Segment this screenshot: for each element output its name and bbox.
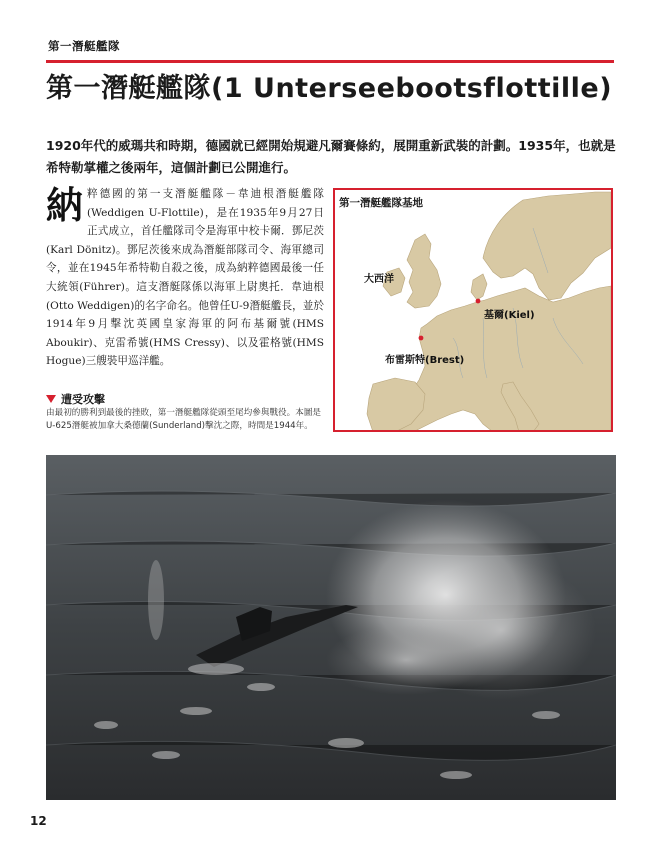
foam-patch — [247, 683, 275, 691]
foam-patch — [180, 707, 212, 715]
kiel-marker — [476, 299, 481, 304]
spray-patch — [148, 560, 164, 640]
photo-caption: 由最初的勝利到最後的挫敗，第一潛艇艦隊從頭至尾均參與戰役。本圖是U-625潛艇被加拿大桑德蘭(Sunderland)擊沈之際，時間是1944年。 — [46, 408, 322, 431]
intro-paragraph: 1920年代的威瑪共和時期，德國就已經開始規避凡爾賽條約，展開重新武裝的計劃。1935年，也就是希特勒掌權之後兩年，這個計劃已公開進行。 — [46, 138, 616, 175]
map-title: 第一潛艇艦隊基地 — [339, 197, 423, 209]
foam-patch — [152, 751, 180, 759]
britain-landmass — [407, 234, 441, 308]
splash-plume — [326, 625, 486, 695]
triangle-down-icon — [46, 395, 56, 403]
wake-foam — [188, 663, 244, 675]
foam-patch — [532, 711, 560, 719]
body-paragraph: 粹德國的第一支潛艇艦隊－韋迪根潛艇艦隊(Weddigen U-Flottile)，是在1935年9月27日正式成立，首任艦隊司令是海軍中校卡爾．鄧尼茨(Karl Dönitz)。鄧尼茨後來成為潛艇部隊司令、海軍總司令，並在1945年希特勒自殺之後，成為納粹德國最後一任大統領(Führer)。這支潛艇隊係以海軍上尉奧托．韋迪根(Otto Weddigen)的名字命名。他曾任U-9潛艇艦長，並於1914年9月擊沈英國皇家海軍的阿布基爾號(HMS Aboukir)、克雷希號(HMS Cressy)、以及霍格號(HMS Hogue)三艘裝甲巡洋艦。 — [46, 188, 324, 368]
foam-patch — [328, 738, 364, 748]
page-number: 12 — [30, 814, 47, 828]
page-title: 第一潛艇艦隊(1 Unterseebootsflottille) — [46, 73, 613, 104]
uboat-attack-photo — [46, 455, 616, 800]
scandinavia-landmass — [483, 192, 611, 300]
europe-map — [333, 188, 613, 432]
brest-marker — [419, 336, 424, 341]
drop-cap: 納 — [46, 183, 83, 227]
map-label-kiel: 基爾(Kiel) — [484, 310, 535, 321]
denmark-landmass — [471, 274, 487, 300]
foam-patch — [440, 771, 472, 779]
foam-patch — [94, 721, 118, 729]
title-rule — [46, 60, 614, 63]
map-label-brest: 布雷斯特(Brest) — [385, 355, 465, 366]
running-head: 第一潛艇艦隊 — [48, 39, 120, 53]
body-text-block — [46, 185, 324, 371]
map-label-atlantic: 大西洋 — [364, 274, 394, 285]
caption-heading-text: 遭受攻擊 — [61, 393, 105, 406]
caption-heading — [46, 391, 105, 407]
